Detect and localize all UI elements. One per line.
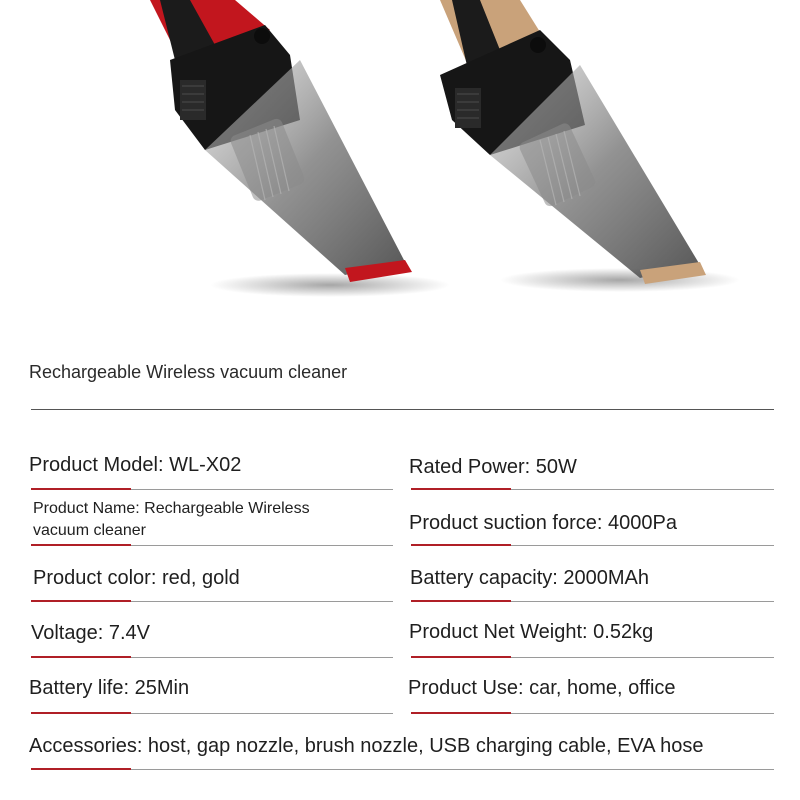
spec-product-use: Product Use: car, home, office xyxy=(408,677,676,699)
spec-model: Product Model: WL-X02 xyxy=(29,454,242,476)
spec-battery-capacity: Battery capacity: 2000MAh xyxy=(410,567,650,589)
accent-bar xyxy=(411,544,511,546)
gold-vacuum xyxy=(440,0,740,292)
spec-product-name: Product Name: Rechargeable Wireless vacuum cleaner xyxy=(33,500,310,539)
spec-net-weight: Product Net Weight: 0.52kg xyxy=(409,621,654,643)
accent-bar xyxy=(411,600,511,602)
accent-bar xyxy=(411,656,511,658)
spec-battery-life: Battery life: 25Min xyxy=(29,677,190,699)
accent-bar xyxy=(31,600,131,602)
accent-bar xyxy=(411,488,511,490)
accent-bar xyxy=(31,656,131,658)
red-vacuum xyxy=(150,0,450,297)
spec-rated-power: Rated Power: 50W xyxy=(409,456,577,478)
accent-bar xyxy=(411,712,511,714)
title-divider xyxy=(31,409,774,410)
accent-bar xyxy=(31,544,131,546)
spec-voltage: Voltage: 7.4V xyxy=(31,622,150,644)
spec-suction-force: Product suction force: 4000Pa xyxy=(409,512,677,534)
accent-bar xyxy=(31,712,131,714)
row-divider xyxy=(31,769,774,770)
spec-color: Product color: red, gold xyxy=(33,567,240,589)
product-image xyxy=(0,0,800,330)
product-title: Rechargeable Wireless vacuum cleaner xyxy=(29,362,348,382)
accent-bar xyxy=(31,488,131,490)
spec-accessories: Accessories: host, gap nozzle, brush nozzle, USB charging cable, EVA hose xyxy=(29,735,704,757)
accent-bar xyxy=(31,768,131,770)
